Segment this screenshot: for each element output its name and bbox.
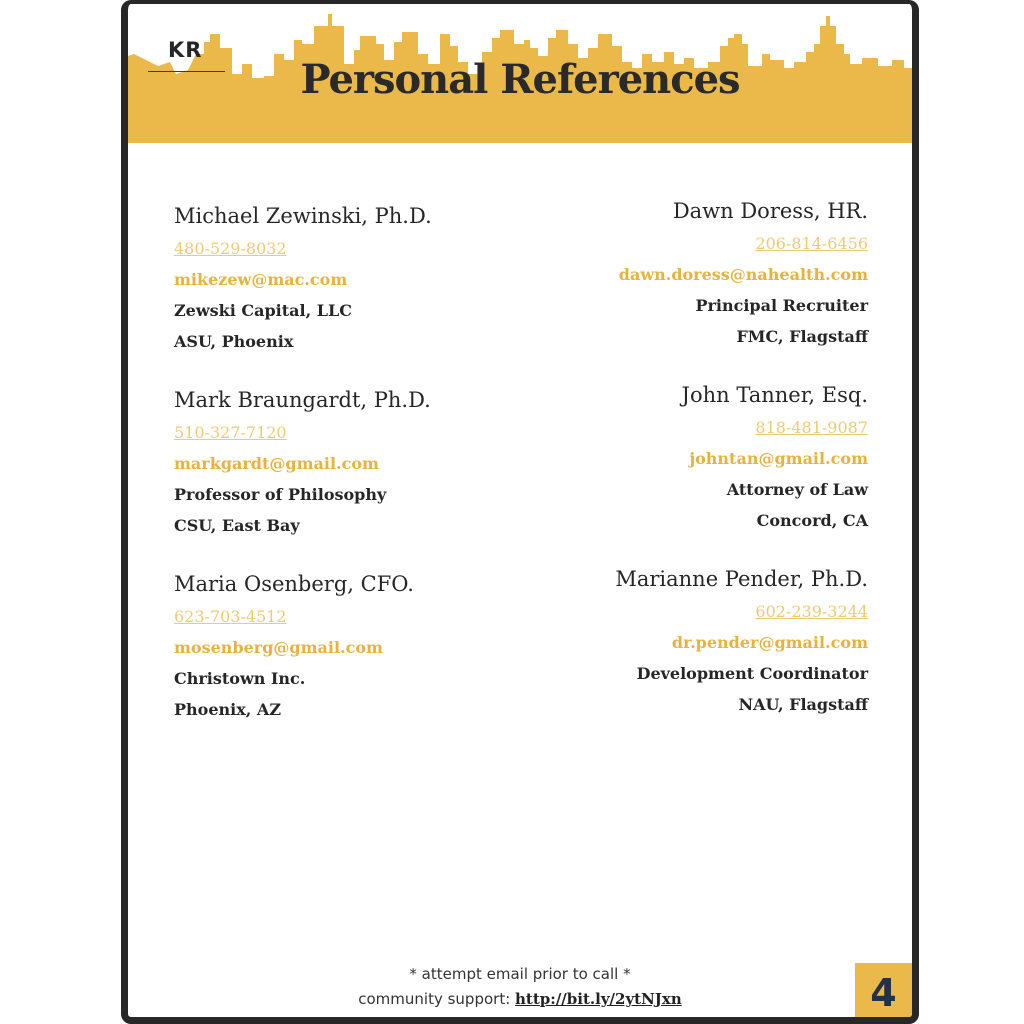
footer-support-line	[128, 990, 912, 1008]
reference-organization: Zewski Capital, LLC	[174, 301, 352, 320]
page-title: Personal References	[300, 56, 740, 103]
reference-location: Phoenix, AZ	[174, 700, 281, 719]
reference-phone-link[interactable]: 480-529-8032	[174, 239, 287, 258]
footer-note: * attempt email prior to call *	[409, 965, 631, 983]
reference-email-link[interactable]: dawn.doress@nahealth.com	[618, 265, 868, 284]
page-header	[128, 4, 912, 143]
reference-name: Michael Zewinski, Ph.D.	[174, 204, 432, 228]
reference-phone-link[interactable]: 602-239-3244	[755, 602, 868, 621]
reference-email-link[interactable]: mikezew@mac.com	[174, 270, 348, 289]
reference-phone-link[interactable]: 623-703-4512	[174, 607, 287, 626]
reference-organization: Christown Inc.	[174, 669, 306, 688]
reference-name: Maria Osenberg, CFO.	[174, 572, 414, 596]
reference-card	[528, 563, 868, 720]
reference-name: Mark Braungardt, Ph.D.	[174, 388, 431, 412]
reference-card	[528, 379, 868, 536]
reference-email-link[interactable]: dr.pender@gmail.com	[671, 633, 868, 652]
reference-organization: Principal Recruiter	[695, 296, 868, 315]
reference-location: NAU, Flagstaff	[738, 695, 868, 714]
support-label: community support:	[358, 990, 511, 1008]
reference-location: ASU, Phoenix	[174, 332, 294, 351]
reference-name: John Tanner, Esq.	[681, 383, 868, 407]
reference-email-link[interactable]: johntan@gmail.com	[689, 449, 868, 468]
reference-card	[174, 568, 514, 725]
reference-email-link[interactable]: mosenberg@gmail.com	[174, 638, 383, 657]
reference-location: CSU, East Bay	[174, 516, 300, 535]
reference-organization: Attorney of Law	[726, 480, 868, 499]
reference-organization: Professor of Philosophy	[174, 485, 387, 504]
reference-phone-link[interactable]: 818-481-9087	[755, 418, 868, 437]
reference-location: Concord, CA	[756, 511, 868, 530]
reference-phone-link[interactable]: 510-327-7120	[174, 423, 287, 442]
reference-name: Marianne Pender, Ph.D.	[615, 567, 868, 591]
reference-card	[174, 384, 514, 541]
reference-phone-link[interactable]: 206-814-6456	[755, 234, 868, 253]
reference-card	[174, 200, 514, 357]
support-link[interactable]: http://bit.ly/2ytNJxn	[515, 990, 682, 1008]
reference-card	[528, 195, 868, 352]
reference-organization: Development Coordinator	[636, 664, 868, 683]
reference-location: FMC, Flagstaff	[736, 327, 868, 346]
reference-name: Dawn Doress, HR.	[672, 199, 868, 223]
initials-logo: KR	[168, 38, 203, 62]
resume-page	[121, 0, 919, 1024]
page-number-badge: 4	[855, 963, 912, 1024]
reference-email-link[interactable]: markgardt@gmail.com	[174, 454, 379, 473]
